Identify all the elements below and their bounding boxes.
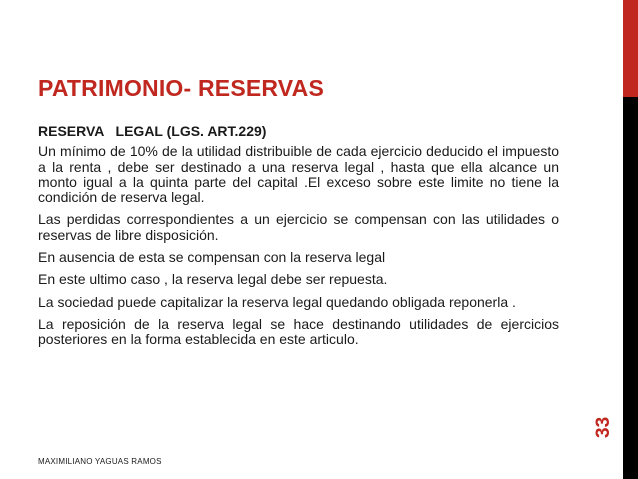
body-paragraph: En ausencia de esta se compensan con la reserva legal <box>38 249 386 266</box>
section-subheading: RESERVA LEGAL (LGS. ART.229) <box>38 123 267 139</box>
right-side-bar <box>623 0 638 479</box>
body-paragraph: La sociedad puede capitalizar la reserva legal quedando obligada reponerla . <box>38 293 516 310</box>
body-paragraph: Un mínimo de 10% de la utilidad distribuible de cada ejercicio deducido el impuesto a la renta , debe ser destinado a una reserva legal , hasta que ella alcance un monto igual a la quinta parte del capital .El exceso sobre este limite no tiene la condición de reserva legal. <box>38 143 559 206</box>
body-paragraph: Las perdidas correspondientes a un ejercicio se compensan con las utilidades o reservas de libre disposición. <box>38 211 559 243</box>
body-paragraph: La reposición de la reserva legal se hace destinando utilidades de ejercicios posteriores en la forma establecida en este articulo. <box>38 315 559 348</box>
footer-author: MAXIMILIANO YAGUAS RAMOS <box>38 457 162 466</box>
body-paragraph: En este ultimo caso , la reserva legal debe ser repuesta. <box>38 271 388 288</box>
page-number: 33 <box>593 416 614 438</box>
right-side-bar-accent <box>623 0 638 97</box>
slide-title: PATRIMONIO- RESERVAS <box>38 75 324 101</box>
slide-body <box>38 124 559 348</box>
